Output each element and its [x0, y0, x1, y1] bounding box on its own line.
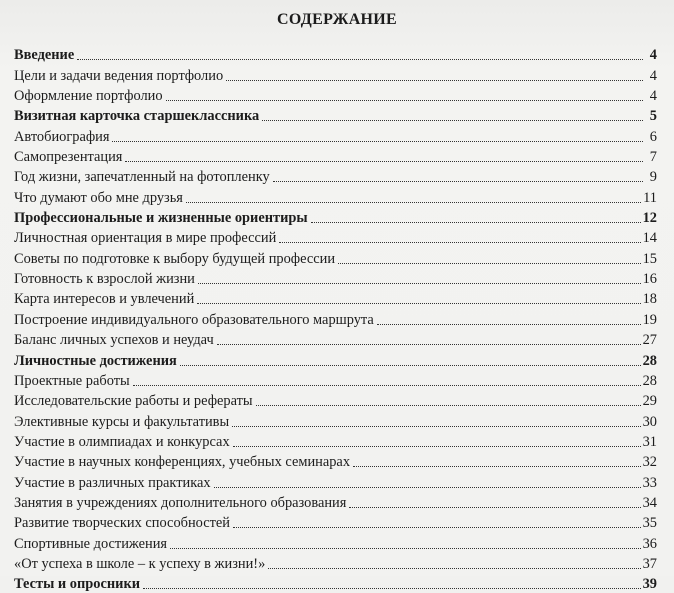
toc-section-entry [14, 207, 657, 227]
toc-entry [14, 288, 657, 308]
toc-entry-title: Исследовательские работы и рефераты [14, 393, 253, 410]
toc-page-number: 4 [649, 47, 657, 64]
toc-page-number: 12 [642, 210, 657, 227]
toc-entry-title: Личностные достижения [14, 352, 177, 369]
toc-page-number: 11 [643, 189, 657, 206]
dot-leader [217, 344, 641, 345]
toc-page-number: 18 [642, 291, 657, 308]
toc-entry [14, 512, 657, 532]
toc-page-number: 31 [642, 433, 657, 450]
toc-entry-title: «От успеха в школе – к успеху в жизни!» [14, 555, 266, 572]
dot-leader [349, 507, 640, 508]
toc-page-number: 37 [642, 555, 657, 572]
dot-leader [77, 59, 643, 60]
toc-entry [14, 370, 657, 390]
toc-entry [14, 553, 657, 573]
toc-entry-title: Личностная ориентация в мире профессий [14, 230, 277, 247]
toc-entry-title: Баланс личных успехов и неудач [14, 332, 214, 349]
toc-page-number: 5 [649, 108, 657, 125]
dot-leader [279, 242, 640, 243]
dot-leader [186, 202, 641, 203]
toc-section-entry [14, 44, 657, 64]
dot-leader [232, 426, 640, 427]
dot-leader [233, 446, 641, 447]
toc-entry [14, 329, 657, 349]
toc-page-number: 29 [642, 393, 657, 410]
dot-leader [377, 324, 641, 325]
toc-entry [14, 268, 657, 288]
toc-entry-title: Спортивные достижения [14, 535, 168, 552]
dot-leader [170, 548, 641, 549]
toc-entry [14, 431, 657, 451]
dot-leader [233, 527, 641, 528]
toc-entry-title: Занятия в учреждениях дополнительного образования [14, 494, 347, 511]
page-title: СОДЕРЖАНИЕ [276, 11, 398, 28]
dot-leader [256, 405, 641, 406]
toc-entry-title: Год жизни, запечатленный на фотопленку [14, 169, 270, 186]
toc-entry-title: Участие в научных конференциях, учебных семинарах [14, 454, 351, 471]
toc-section-entry [14, 105, 657, 125]
toc-entry [14, 471, 657, 491]
toc-entry [14, 308, 657, 328]
toc-entry [14, 227, 657, 247]
toc-entry [14, 390, 657, 410]
dot-leader [262, 120, 643, 121]
toc-entry [14, 125, 657, 145]
toc-page-number: 4 [649, 88, 657, 105]
toc-page-number: 4 [649, 67, 657, 84]
toc-page-number: 33 [642, 474, 657, 491]
dot-leader [166, 100, 643, 101]
toc-entry [14, 186, 657, 206]
toc-entry-title: Профессиональные и жизненные ориентиры [14, 210, 308, 227]
toc-entry-title: Развитие творческих способностей [14, 515, 230, 532]
dot-leader [198, 283, 641, 284]
toc-page-number: 32 [642, 454, 657, 471]
toc-entry-title: Цели и задачи ведения портфолио [14, 67, 224, 84]
toc-entry [14, 532, 657, 552]
toc-page-number: 16 [642, 271, 657, 288]
dot-leader [268, 568, 640, 569]
toc-page-number: 9 [649, 169, 657, 186]
toc-entry [14, 492, 657, 512]
toc-entry-title: Карта интересов и увлечений [14, 291, 195, 308]
toc-entry-title: Построение индивидуального образовательного маршрута [14, 311, 374, 328]
toc-entry [14, 166, 657, 186]
toc-entry [14, 451, 657, 471]
dot-leader [125, 161, 643, 162]
toc-entry-title: Самопрезентация [14, 149, 123, 166]
dot-leader [180, 365, 641, 366]
toc-section-entry [14, 349, 657, 369]
dot-leader [311, 222, 641, 223]
toc-page-number: 34 [642, 494, 657, 511]
toc-entry-title: Визитная карточка старшеклассника [14, 108, 260, 125]
dot-leader [143, 588, 641, 589]
toc-page-number: 7 [649, 149, 657, 166]
toc-entry-title: Введение [14, 47, 75, 64]
toc-entry [14, 410, 657, 430]
dot-leader [353, 466, 641, 467]
toc-page-number: 15 [642, 250, 657, 267]
dot-leader [214, 487, 641, 488]
toc-page-number: 36 [642, 535, 657, 552]
toc-page-number: 6 [649, 128, 657, 145]
toc-page-number: 39 [642, 576, 657, 593]
toc-entry [14, 247, 657, 267]
toc-page-number: 27 [642, 332, 657, 349]
table-of-contents [14, 44, 657, 593]
toc-entry [14, 85, 657, 105]
toc-entry-title: Советы по подготовке к выбору будущей профессии [14, 250, 336, 267]
toc-entry-title: Готовность к взрослой жизни [14, 271, 195, 288]
dot-leader [338, 263, 641, 264]
toc-page-number: 28 [642, 372, 657, 389]
toc-entry [14, 146, 657, 166]
toc-entry-title: Элективные курсы и факультативы [14, 413, 230, 430]
toc-entry-title: Что думают обо мне друзья [14, 189, 183, 206]
toc-page-number: 28 [642, 352, 657, 369]
toc-entry-title: Проектные работы [14, 372, 130, 389]
toc-entry-title: Тесты и опросники [14, 576, 141, 593]
toc-entry-title: Участие в олимпиадах и конкурсах [14, 433, 230, 450]
dot-leader [133, 385, 641, 386]
toc-entry-title: Оформление портфолио [14, 88, 163, 105]
toc-entry-title: Участие в различных практиках [14, 474, 211, 491]
dot-leader [197, 303, 640, 304]
dot-leader [112, 141, 643, 142]
toc-page-number: 14 [642, 230, 657, 247]
toc-page-number: 19 [642, 311, 657, 328]
toc-page-number: 30 [642, 413, 657, 430]
dot-leader [273, 181, 643, 182]
toc-entry-title: Автобиография [14, 128, 110, 145]
toc-entry [14, 64, 657, 84]
dot-leader [226, 80, 643, 81]
toc-page-number: 35 [642, 515, 657, 532]
